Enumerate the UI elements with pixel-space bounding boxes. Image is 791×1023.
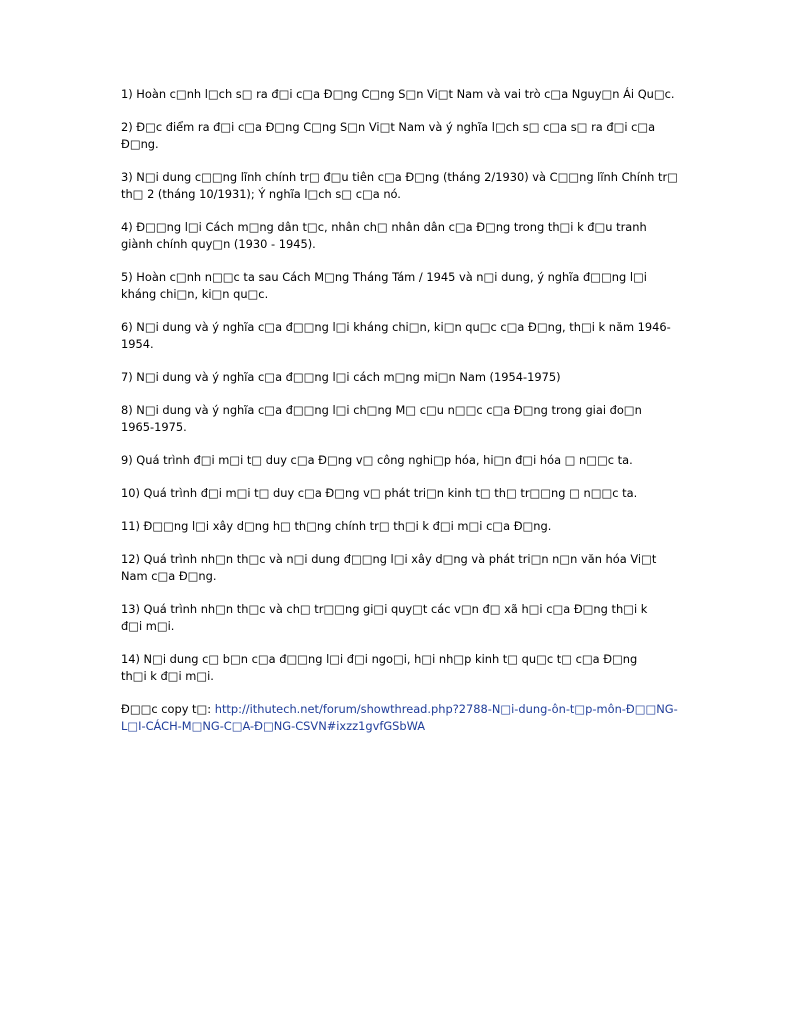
source-link-part-1[interactable]: http://ithutech.net/forum/showthread.php?2788-N□i-dung-ôn-t□p-môn-Đ□□NG- [214,702,678,716]
question-14-line-2: th□i k đ□i m□i. [121,669,214,683]
source-prefix: Đ□□c copy t□: [121,702,215,716]
question-1-line-1: 1) Hoàn c□nh l□ch s□ ra đ□i c□a Đ□ng C□ng S□n Vi□t Nam và vai trò c□a Nguy□n Ái Qu□c. [121,87,675,101]
question-10-line-1: 10) Quá trình đ□i m□i t□ duy c□a Đ□ng v□ phát tri□n kinh t□ th□ tr□□ng □ n□□c ta. [121,486,638,500]
question-3-line-1: 3) N□i dung c□□ng lĩnh chính tr□ đ□u tiên c□a Đ□ng (tháng 2/1930) và C□□ng lĩnh Chính tr□ [121,170,678,184]
question-8-line-2: 1965-1975. [121,420,187,434]
question-item-12 [121,551,681,585]
question-item-14 [121,651,681,685]
question-13-line-2: đ□i m□i. [121,619,175,633]
question-12-line-1: 12) Quá trình nh□n th□c và n□i dung đ□□ng l□i xây d□ng và phát tri□n n□n văn hóa Vi□t [121,552,657,566]
question-2-line-1: 2) Đ□c điểm ra đ□i c□a Đ□ng C□ng S□n Vi□t Nam và ý nghĩa l□ch s□ c□a s□ ra đ□i c□a [121,120,656,134]
source-link-part-2[interactable]: L□I-CÁCH-M□NG-C□A-Đ□NG-CSVN#ixzz1gvfGSbWA [121,719,426,733]
question-item-5 [121,269,681,303]
question-8-line-1: 8) N□i dung và ý nghĩa c□a đ□□ng l□i ch□ng M□ c□u n□□c c□a Đ□ng trong giai đo□n [121,403,642,417]
question-12-line-2: Nam c□a Đ□ng. [121,569,217,583]
question-4-line-1: 4) Đ□□ng l□i Cách m□ng dân t□c, nhân ch□ nhân dân c□a Đ□ng trong th□i k đ□u tranh [121,220,647,234]
question-6-line-2: 1954. [121,337,154,351]
question-item-4 [121,219,681,253]
question-2-line-2: Đ□ng. [121,137,159,151]
question-item-10 [121,485,681,502]
question-item-7 [121,369,681,386]
question-6-line-1: 6) N□i dung và ý nghĩa c□a đ□□ng l□i kháng chi□n, ki□n qu□c c□a Đ□ng, th□i k năm 1946- [121,320,671,334]
question-11-line-1: 11) Đ□□ng l□i xây d□ng h□ th□ng chính tr□ th□i k đ□i m□i c□a Đ□ng. [121,519,552,533]
question-item-2 [121,119,681,153]
question-item-1 [121,86,681,103]
document-content [121,86,681,735]
source-citation [121,701,681,735]
question-5-line-2: kháng chi□n, ki□n qu□c. [121,287,269,301]
question-item-13 [121,601,681,635]
question-7-line-1: 7) N□i dung và ý nghĩa c□a đ□□ng l□i cách m□ng mi□n Nam (1954-1975) [121,370,561,384]
question-item-9 [121,452,681,469]
question-item-11 [121,518,681,535]
question-item-3 [121,169,681,203]
question-14-line-1: 14) N□i dung c□ b□n c□a đ□□ng l□i đ□i ngo□i, h□i nh□p kinh t□ qu□c t□ c□a Đ□ng [121,652,638,666]
question-item-8 [121,402,681,436]
question-3-line-2: th□ 2 (tháng 10/1931); Ý nghĩa l□ch s□ c□a nó. [121,187,401,201]
source-line-2 [121,718,681,735]
question-item-6 [121,319,681,353]
source-line-1 [121,701,681,718]
question-9-line-1: 9) Quá trình đ□i m□i t□ duy c□a Đ□ng v□ công nghi□p hóa, hi□n đ□i hóa □ n□□c ta. [121,453,633,467]
question-4-line-2: giành chính quy□n (1930 - 1945). [121,237,316,251]
question-5-line-1: 5) Hoàn c□nh n□□c ta sau Cách M□ng Tháng Tám / 1945 và n□i dung, ý nghĩa đ□□ng l□i [121,270,647,284]
question-13-line-1: 13) Quá trình nh□n th□c và ch□ tr□□ng gi□i quy□t các v□n đ□ xã h□i c□a Đ□ng th□i k [121,602,648,616]
